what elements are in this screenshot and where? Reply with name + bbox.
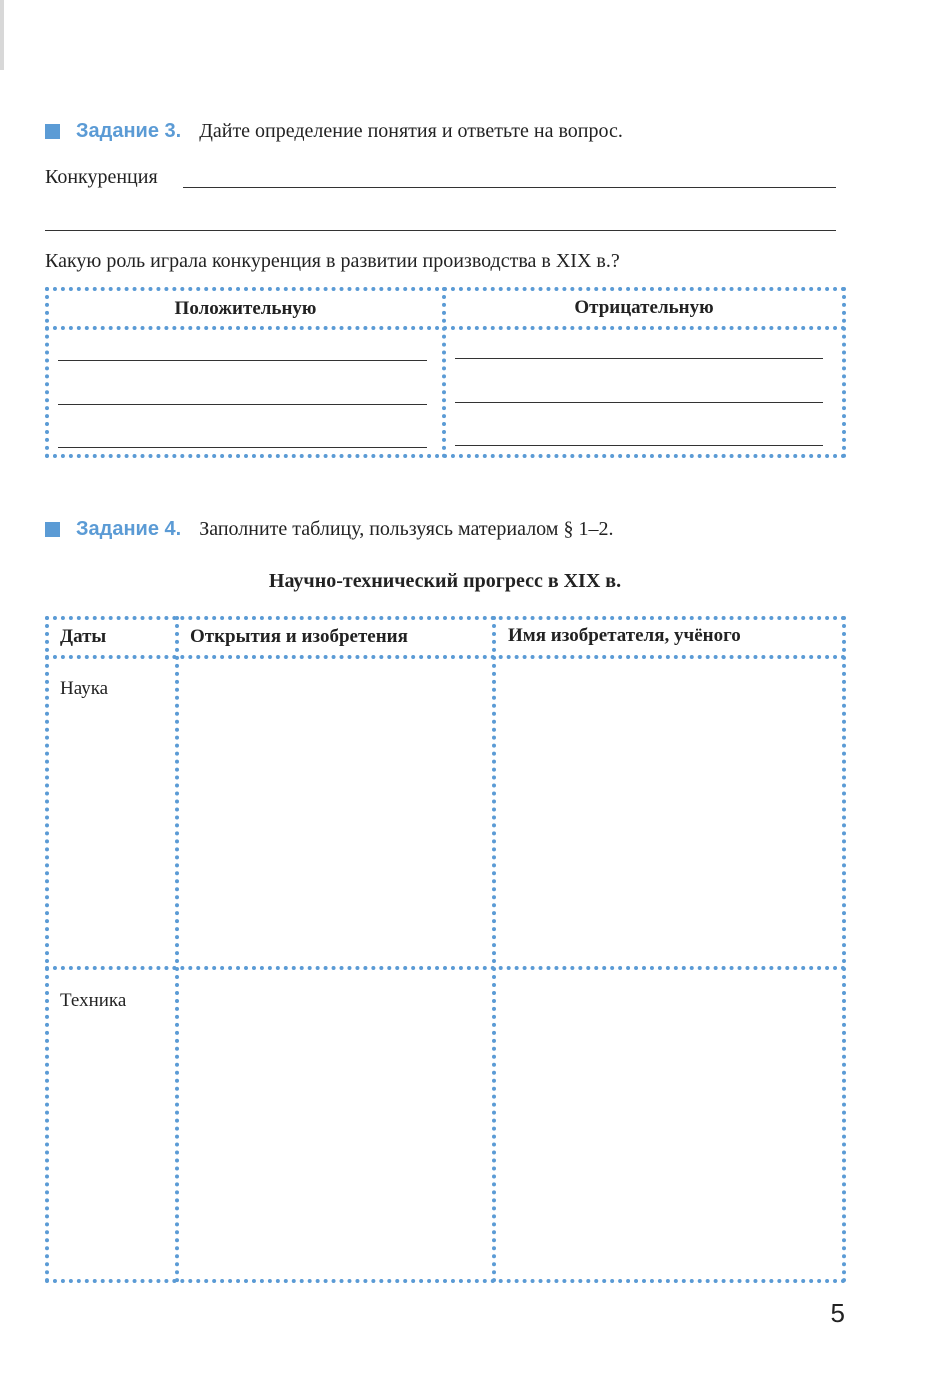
page-edge [0, 0, 4, 70]
task-marker-icon [45, 124, 60, 139]
task4-label: Задание 4. [76, 518, 182, 540]
negative-answer-line-3[interactable] [455, 445, 823, 446]
term-label: Конкуренция [45, 166, 158, 188]
definition-line-1[interactable] [183, 187, 836, 188]
role-header-positive: Положительную [174, 298, 317, 319]
table-caption: Научно-технический прогресс в XIX в. [268, 570, 622, 592]
header-discoveries: Открытия и изобретения [190, 626, 408, 647]
task3-instruction: Дайте определение понятия и ответьте на вопрос. [199, 120, 623, 142]
task3-header [45, 120, 623, 143]
positive-answer-line-1[interactable] [58, 360, 427, 361]
row-label-technology: Техника [60, 990, 127, 1011]
progress-table-row-divider [45, 966, 846, 970]
task4-header [45, 518, 613, 541]
progress-table-column-divider-1 [175, 616, 179, 1283]
header-dates: Даты [60, 626, 107, 647]
task-marker-icon [45, 522, 60, 537]
task4-instruction: Заполните таблицу, пользуясь материалом § 1–2. [199, 518, 614, 540]
term-row [45, 166, 158, 189]
header-inventor: Имя изобретателя, учёного [508, 625, 741, 646]
science-discoveries-cell[interactable] [181, 661, 489, 963]
task3-label: Задание 3. [76, 120, 182, 142]
definition-line-2[interactable] [45, 230, 836, 231]
task3-question: Какую роль играла конкуренция в развитии производства в XIX в.? [45, 250, 620, 272]
negative-answer-line-1[interactable] [455, 358, 823, 359]
row-label-science: Наука [60, 678, 109, 699]
technology-inventor-cell[interactable] [498, 972, 840, 1279]
progress-table-column-divider-2 [492, 616, 496, 1283]
role-header-negative: Отрицательную [574, 297, 714, 318]
negative-answer-line-2[interactable] [455, 402, 823, 403]
positive-answer-line-3[interactable] [58, 447, 427, 448]
positive-answer-line-2[interactable] [58, 404, 427, 405]
progress-table-header-divider [45, 655, 846, 659]
page-number: 5 [830, 1298, 845, 1328]
technology-discoveries-cell[interactable] [181, 972, 489, 1279]
science-inventor-cell[interactable] [498, 661, 840, 963]
